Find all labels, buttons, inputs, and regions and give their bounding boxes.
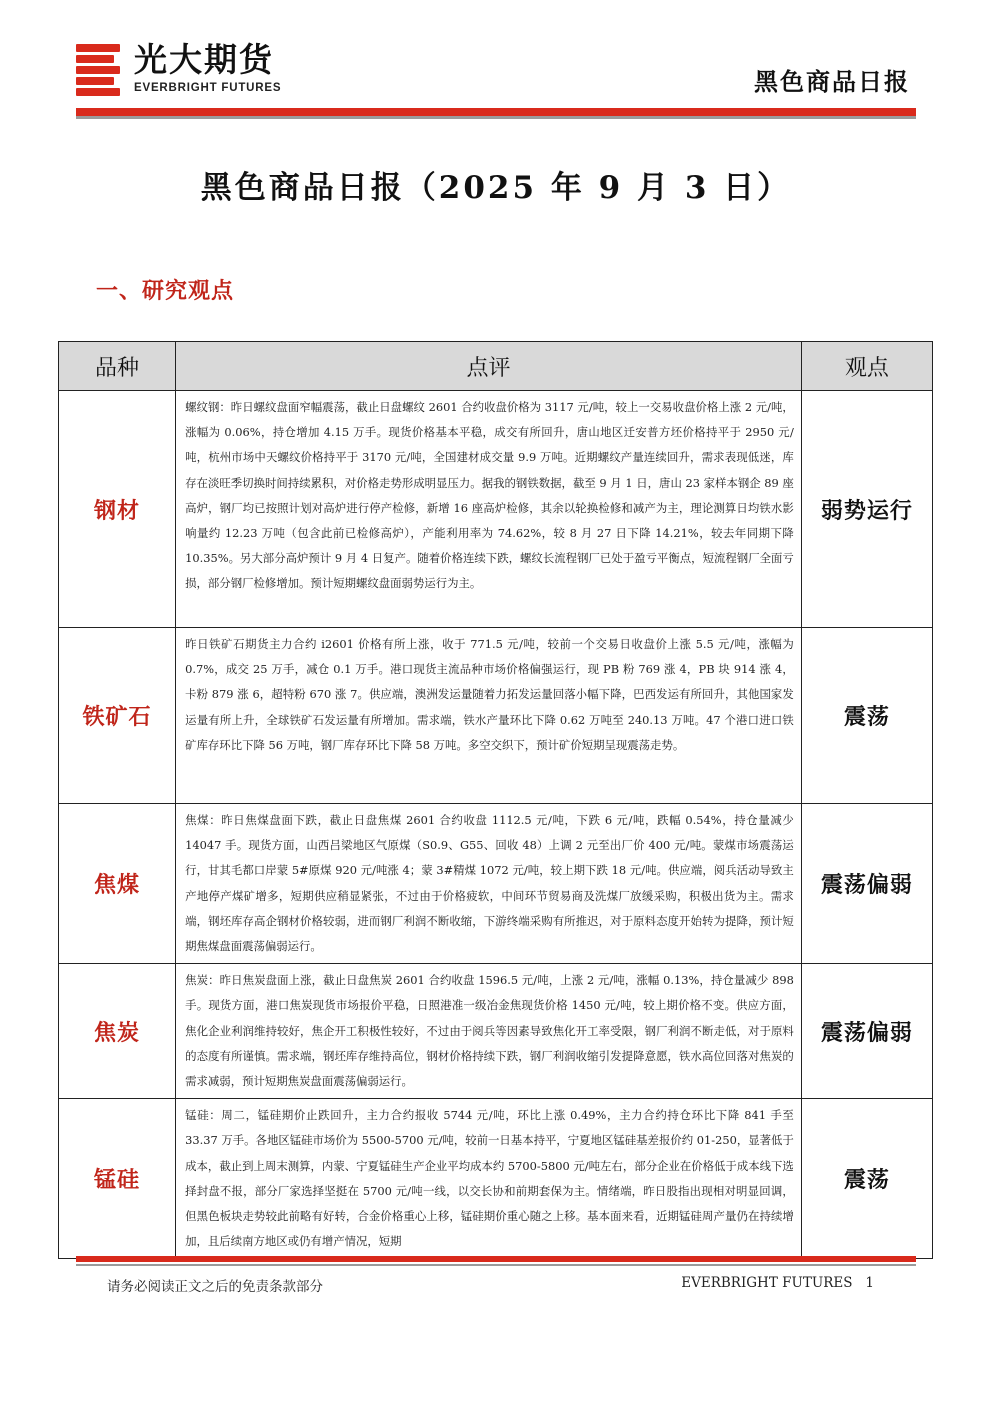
- research-view-table: [58, 341, 933, 1259]
- brand-logo: [76, 40, 286, 100]
- header-view: 观点: [801, 342, 932, 391]
- row-category: 钢材: [59, 391, 176, 628]
- header-rule: [76, 108, 916, 116]
- row-category: 锰硅: [59, 1099, 176, 1259]
- row-category: 铁矿石: [59, 628, 176, 804]
- table-header-row: [59, 342, 933, 391]
- footer-brand-page: [681, 1275, 874, 1291]
- section-heading: 一、研究观点: [96, 278, 235, 304]
- row-view: 震荡: [801, 628, 932, 804]
- table-row: [59, 804, 933, 964]
- row-commentary: 焦炭：昨日焦炭盘面上涨，截止日盘焦炭 2601 合约收盘 1596.5 元/吨，上涨 2 元/吨，涨幅 0.13%，持仓量减少 898 手。现货方面，港口焦炭现货市场报价平稳，日照港准一级冶金焦现货价格 1450 元/吨，较上期价格不变。供应方面，焦化企业利润维持较好，焦企开工积极性较好，不过由于阅兵等因素导致焦化开工率受限，钢厂利润不断走低，对于原料的态度有所谨慎。需求端，钢坯库存维持高位，钢材价格持续下跌，钢厂利润收缩引发提降意愿，铁水高位回落对焦炭的需求减弱，预计短期焦炭盘面震荡偏弱运行。: [176, 964, 802, 1099]
- row-commentary: 焦煤：昨日焦煤盘面下跌，截止日盘焦煤 2601 合约收盘 1112.5 元/吨，下跌 6 元/吨，跌幅 0.54%，持仓量减少 14047 手。现货方面，山西吕梁地区气原煤（S0.9、G55、回收 48）上调 2 元至出厂价 400 元/吨。蒙煤市场震荡运行，甘其毛都口岸蒙 5#原煤 920 元/吨涨 4；蒙 3#精煤 1072 元/吨，较上期下跌 18 元/吨。供应端，阅兵活动导致主产地停产煤矿增多，短期供应稍显紧张，不过由于价格疲软，中间环节贸易商及洗煤厂放缓采购，积极出货为主。需求端，钢坯库存高企钢材价格较弱，进而钢厂利润不断收缩，下游终端采购有所推迟，对于原料态度开始转为提降，预计短期焦煤盘面震荡偏弱运行。: [176, 804, 802, 964]
- table-row: [59, 628, 933, 804]
- table-row: [59, 1099, 933, 1259]
- footer-brand: EVERBRIGHT FUTURES: [681, 1275, 853, 1291]
- row-category: 焦煤: [59, 804, 176, 964]
- footer-disclaimer: 请务必阅读正文之后的免责条款部分: [107, 1279, 323, 1295]
- row-commentary: 螺纹钢：昨日螺纹盘面窄幅震荡，截止日盘螺纹 2601 合约收盘价格为 3117 元/吨，较上一交易收盘价格上涨 2 元/吨，涨幅为 0.06%，持仓增加 4.15 万手。现货价格基本平稳，成交有所回升，唐山地区迁安普方坯价格持平于 2950 元/吨，杭州市场中天螺纹价格持平于 3170 元/吨，全国建材成交量 9.9 万吨。近期螺纹产量连续回升，需求表现低迷，库存在淡旺季切换时间持续累积，对价格走势形成明显压力。据我的钢铁数据，截至 9 月 1 日，唐山 23 家样本钢企 89 座高炉，钢厂均已按照计划对高炉进行停产检修，新增 16 座高炉检修，其余以轮换检修和减产为主，理论测算日均铁水影响量约 12.23 万吨（包含此前已检修高炉），产能利用率为 74.62%，较 8 月 27 日下降 14.21%，较去年同期下降 10.35%。另大部分高炉预计 9 月 4 日复产。随着价格连续下跌，螺纹长流程钢厂已处于盈亏平衡点，短流程钢厂全面亏损，部分钢厂检修增加。预计短期螺纹盘面弱势运行为主。: [176, 391, 802, 628]
- page-number: 1: [865, 1275, 874, 1291]
- footer-rule-shadow: [76, 1264, 916, 1266]
- header-rule-shadow: [76, 116, 916, 119]
- row-commentary: 昨日铁矿石期货主力合约 i2601 价格有所上涨，收于 771.5 元/吨，较前一个交易日收盘价上涨 5.5 元/吨，涨幅为 0.7%，成交 25 万手，减仓 0.1 万手。港口现货主流品种市场价格偏强运行，现 PB 粉 769 涨 4，PB 块 914 涨 4，卡粉 879 涨 6，超特粉 670 涨 7。供应端，澳洲发运量随着力拓发运量回落小幅下降，巴西发运有所回升，其他国家发运量有所上升，全球铁矿石发运量有所增加。需求端，铁水产量环比下降 0.62 万吨至 240.13 万吨。47 个港口进口铁矿库存环比下降 56 万吨，钢厂库存环比下降 58 万吨。多空交织下，预计矿价短期呈现震荡走势。: [176, 628, 802, 804]
- report-title: 黑色商品日报（2025 年 9 月 3 日）: [200, 170, 792, 206]
- row-view: 弱势运行: [801, 391, 932, 628]
- row-view: 震荡: [801, 1099, 932, 1259]
- row-view: 震荡偏弱: [801, 964, 932, 1099]
- row-commentary: 锰硅：周二，锰硅期价止跌回升，主力合约报收 5744 元/吨，环比上涨 0.49%，主力合约持仓环比下降 841 手至 33.37 万手。各地区锰硅市场价为 5500-5700 元/吨，较前一日基本持平，宁夏地区锰硅基差报价约 01-250，显著低于成本，截止到上周末测算，内蒙、宁夏锰硅生产企业平均成本约 5700-5800 元/吨左右，部分企业在价格低于成本线下选择封盘不报，部分厂家选择坚挺在 5700 元/吨一线，以交长协和前期套保为主。情绪端，昨日股指出现相对明显回调，但黑色板块走势较此前略有好转，合金价格重心上移，锰硅期价重心随之上移。基本面来看，近期锰硅周产量仍在持续增加，且后续南方地区或仍有增产情况，短期: [176, 1099, 802, 1259]
- everbright-logo-icon: [76, 44, 120, 96]
- header-category: 品种: [59, 342, 176, 391]
- header-doc-type: 黑色商品日报: [754, 67, 910, 96]
- header-commentary: 点评: [176, 342, 802, 391]
- brand-name-cn: 光大期货: [134, 40, 274, 79]
- footer-rule: [76, 1256, 916, 1262]
- brand-name-en: EVERBRIGHT FUTURES: [134, 82, 282, 94]
- table-row: [59, 964, 933, 1099]
- table-row: [59, 391, 933, 628]
- row-view: 震荡偏弱: [801, 804, 932, 964]
- row-category: 焦炭: [59, 964, 176, 1099]
